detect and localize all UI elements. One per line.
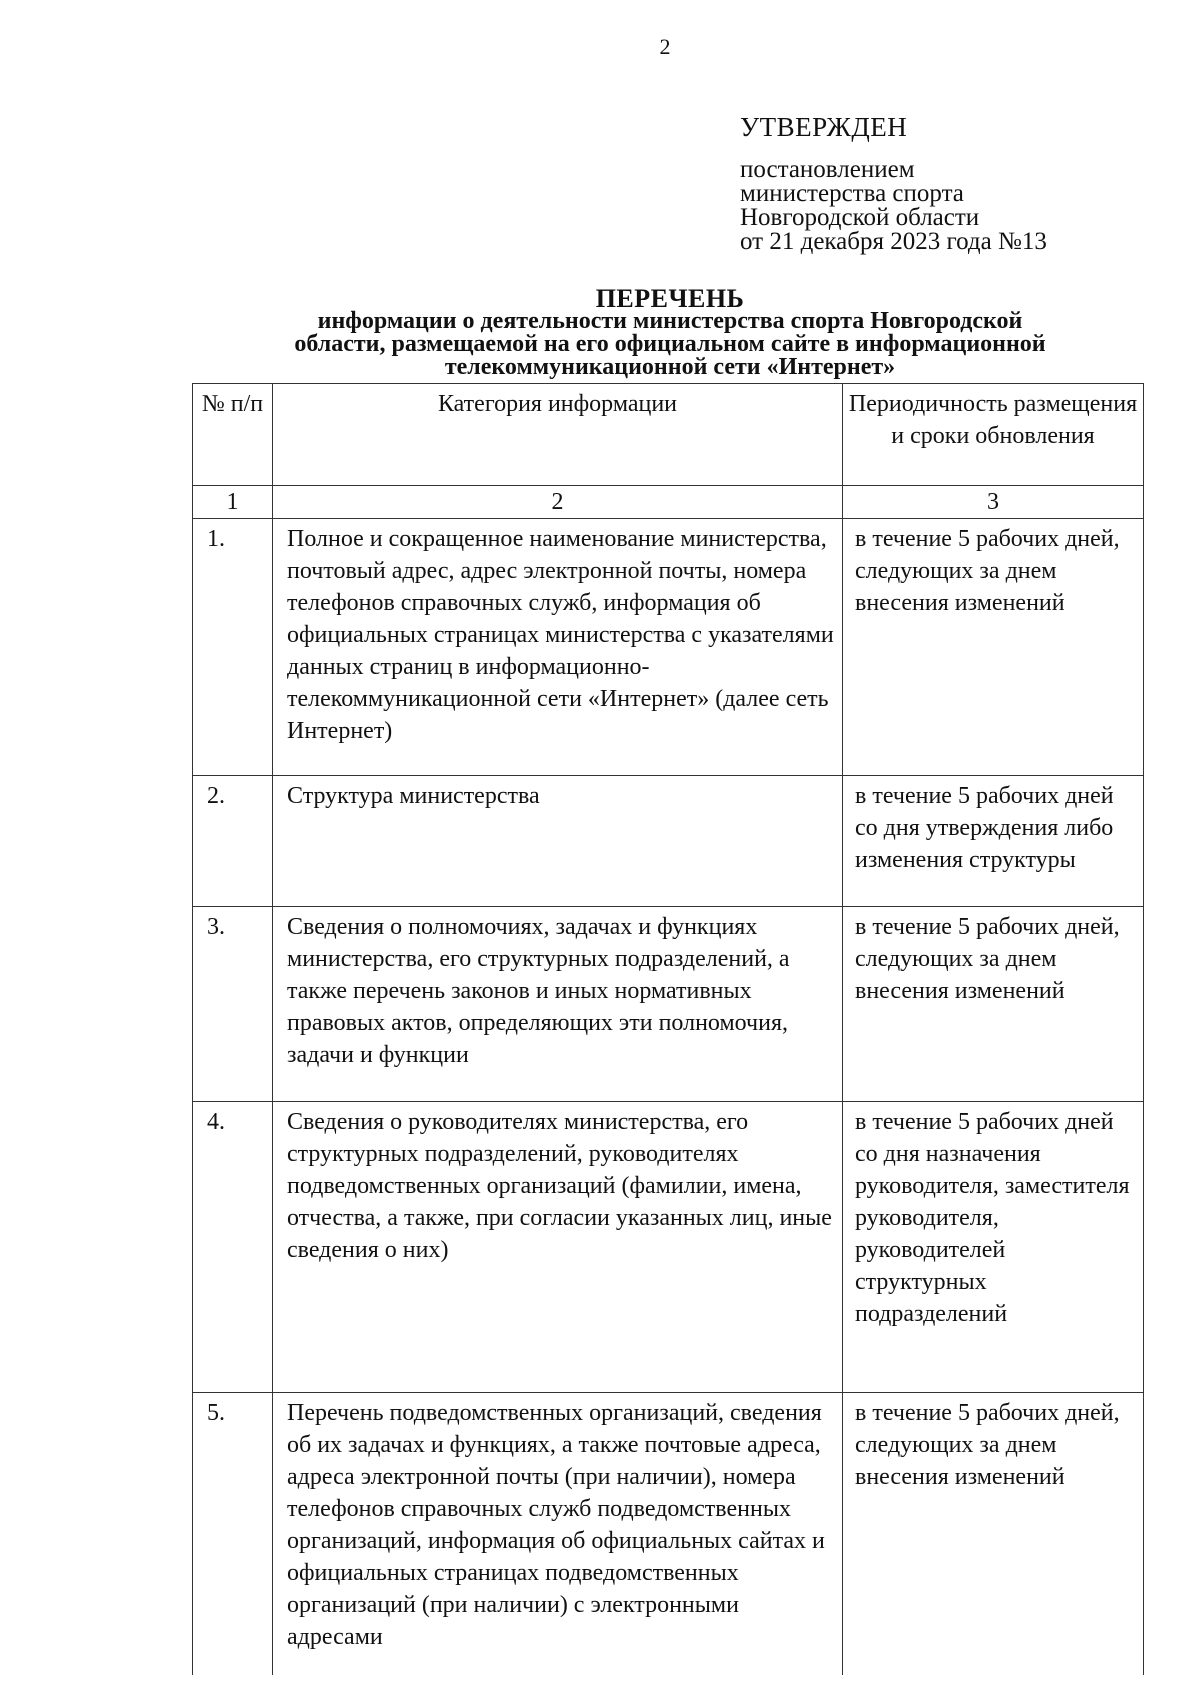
row-number: 2.: [193, 776, 273, 907]
row-category: Перечень подведомственных организаций, сведения об их задачах и функциях, а также почтовые адреса, адреса электронной почты (при наличии), номера телефонов справочных служб подведомственных организаций, информация об официальных сайтах и официальных страницах подведомственных организаций (при наличии) с электронными адресами: [273, 1393, 843, 1683]
row-number: 1.: [193, 519, 273, 776]
row-periodicity: в течение 5 рабочих дней со дня утверждения либо изменения структуры: [843, 776, 1144, 907]
column-index-row: [193, 486, 1144, 519]
table-header-row: [193, 384, 1144, 486]
subtitle-line: области, размещаемой на его официальном сайте в информационной: [294, 331, 1046, 357]
table-row: [193, 1102, 1144, 1393]
table-row: [193, 907, 1144, 1102]
row-periodicity: в течение 5 рабочих дней, следующих за днем внесения изменений: [843, 1393, 1144, 1683]
approval-line: Новгородской области: [740, 204, 980, 231]
row-category: Полное и сокращенное наименование министерства, почтовый адрес, адрес электронной почты, номера телефонов справочных служб, информация об официальных страницах министерства с указателями данных страниц в информационно-телекоммуникационной сети «Интернет» (далее сеть Интернет): [273, 519, 843, 776]
column-index: 1: [193, 486, 273, 519]
page-number: 2: [659, 34, 671, 59]
header-category: Категория информации: [273, 384, 843, 486]
header-num: № п/п: [193, 384, 273, 486]
approval-line: постановлением: [740, 156, 915, 183]
row-periodicity: в течение 5 рабочих дней, следующих за днем внесения изменений: [843, 907, 1144, 1102]
row-number: 3.: [193, 907, 273, 1102]
row-periodicity: в течение 5 рабочих дней со дня назначения руководителя, заместителя руководителя, руководителей структурных подразделений: [843, 1102, 1144, 1393]
header-periodicity: Периодичность размещения и сроки обновления: [843, 384, 1144, 486]
information-table: [192, 383, 1144, 1683]
row-periodicity: в течение 5 рабочих дней, следующих за днем внесения изменений: [843, 519, 1144, 776]
approval-block: [740, 158, 1047, 254]
table-row: [193, 776, 1144, 907]
subtitle-line: телекоммуникационной сети «Интернет»: [444, 354, 896, 380]
approval-title: УТВЕРЖДЕН: [740, 112, 908, 142]
table-row: [193, 1393, 1144, 1683]
subtitle-line: информации о деятельности министерства спорта Новгородской: [317, 308, 1023, 334]
document-title: ПЕРЕЧЕНЬ: [595, 284, 745, 313]
row-number: 5.: [193, 1393, 273, 1683]
column-index: 3: [843, 486, 1144, 519]
row-category: Сведения о полномочиях, задачах и функциях министерства, его структурных подразделений, а также перечень законов и иных нормативных правовых актов, определяющих эти полномочия, задачи и функции: [273, 907, 843, 1102]
row-category: Сведения о руководителях министерства, его структурных подразделений, руководителях подведомственных организаций (фамилии, имена, отчества, а также, при согласии указанных лиц, иные сведения о них): [273, 1102, 843, 1393]
column-index: 2: [273, 486, 843, 519]
document-subtitle: [200, 310, 1140, 379]
approval-line: министерства спорта: [740, 180, 964, 207]
row-category: Структура министерства: [273, 776, 843, 907]
page-bottom-edge: [0, 1675, 1200, 1708]
approval-line: от 21 декабря 2023 года №13: [740, 228, 1047, 255]
table-row: [193, 519, 1144, 776]
row-number: 4.: [193, 1102, 273, 1393]
